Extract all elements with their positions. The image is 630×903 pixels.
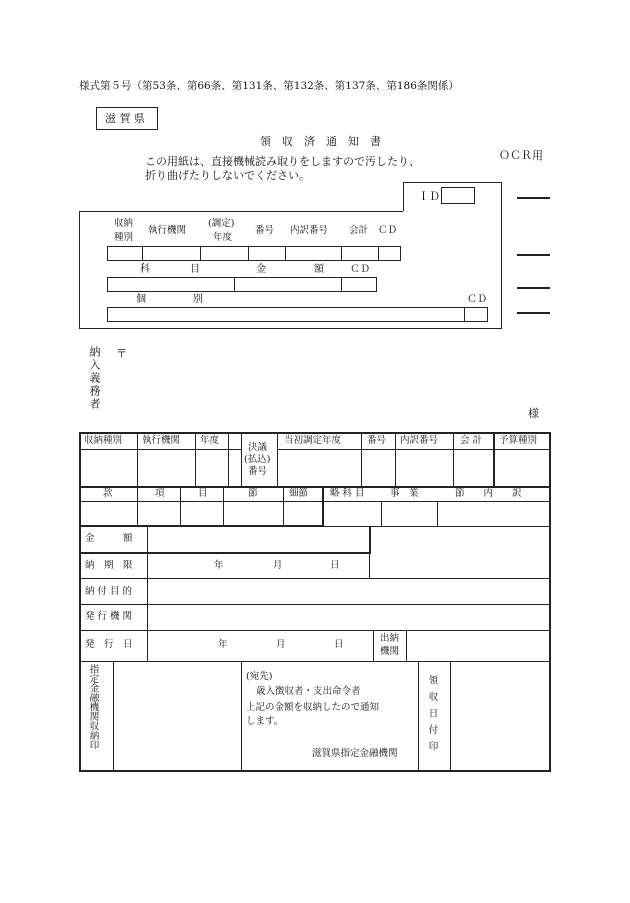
- ocr-label-shikko: 執行機関: [148, 225, 187, 236]
- th-kessai-2: (払込): [244, 454, 271, 465]
- id-input[interactable]: [441, 187, 475, 204]
- atesaki: (宛先): [246, 671, 273, 682]
- ocr-label-shunou: 収納: [114, 218, 134, 229]
- th-shunou: 収納種別: [84, 435, 123, 446]
- payer-label: 納入義務者: [88, 346, 101, 411]
- hakko-nen: 年: [218, 639, 228, 650]
- notice-msg-2: します。: [246, 716, 284, 727]
- suito-2: 機関: [380, 646, 400, 657]
- ocr-label-kin: 金: [256, 264, 266, 275]
- hakko-hi: 日: [334, 639, 344, 650]
- th-uchiwake: 内訳番号: [400, 435, 439, 446]
- label-nouki: 納 期 限: [85, 560, 133, 571]
- th-kessai-3: 番号: [248, 466, 268, 477]
- notice-line-1: この用紙は、直接機械読み取りをしますので汚したり、: [145, 155, 420, 168]
- ocr-label: ＯＣＲ用: [499, 149, 543, 162]
- shitei-in-label: 指定金融機関収納印: [87, 664, 99, 750]
- id-label: ＩＤ: [418, 190, 440, 203]
- nouki-tsuki: 月: [273, 560, 283, 571]
- form-number: 様式第５号（第53条、第66条、第131条、第132条、第137条、第186条関係）: [79, 80, 459, 92]
- label-mokuteki: 納 付 目 的: [85, 586, 133, 597]
- ocr-label-moku: 目: [190, 264, 200, 275]
- ocr-label-cd-3: ＣＤ: [467, 294, 487, 305]
- addressee: 歳入徴収者・支出命令者: [256, 686, 361, 697]
- notice-line-2: 折り曲げたりしないでください。: [145, 169, 310, 182]
- th-ko: 項: [155, 488, 165, 499]
- ocr-label-chotei: (調定): [208, 218, 235, 229]
- th-kaikei: 会 計: [460, 435, 483, 446]
- label-hakkobi: 発 行 日: [85, 639, 133, 650]
- ocr-mark: [517, 312, 550, 314]
- nouki-nen: 年: [214, 560, 224, 571]
- postal-mark: 〒: [116, 347, 127, 360]
- ocr-mark: [517, 254, 550, 256]
- ocr-label-bango: 番号: [255, 225, 275, 236]
- prefecture-name: 滋 賀 県: [105, 112, 145, 125]
- th-moku: 目: [198, 488, 208, 499]
- document-title: 領 収 済 通 知 書: [260, 135, 381, 148]
- ocr-label-cd-2: ＣＤ: [350, 264, 370, 275]
- th-tosho: 当初調定年度: [284, 435, 342, 446]
- th-ryakka: 略 科 目: [330, 488, 365, 499]
- th-yosan: 予算種別: [499, 435, 538, 446]
- nouki-hi: 日: [330, 560, 340, 571]
- bank-name: 滋賀県指定金融機関: [312, 748, 398, 759]
- ocr-label-betsu: 別: [193, 294, 203, 305]
- ocr-label-ka: 科: [140, 264, 150, 275]
- ocr-label-kaikei: 会計: [349, 225, 369, 236]
- th-bango: 番号: [367, 435, 387, 446]
- ocr-label-ko: 個: [136, 294, 146, 305]
- ocr-label-cd-1: ＣＤ: [378, 225, 398, 236]
- ocr-mark: [517, 287, 550, 289]
- label-hakko-kikan: 発 行 機 関: [85, 611, 133, 622]
- ocr-label-gaku: 額: [314, 264, 324, 275]
- th-saisetsu: 細節: [289, 488, 309, 499]
- ocr-label-uchiwake: 内訳番号: [290, 225, 329, 236]
- th-nendo: 年度: [200, 435, 220, 446]
- ryoshu-label: 領収日付印: [426, 675, 438, 758]
- th-kan: 款: [103, 488, 113, 499]
- th-kessai-1: 決議: [248, 442, 268, 453]
- prefecture-box: [96, 107, 158, 130]
- th-setsunai: 節 内 訳: [455, 488, 522, 499]
- label-kingaku: 金 額: [85, 533, 133, 544]
- ocr-mark: [517, 197, 550, 199]
- hakko-tsuki: 月: [276, 639, 286, 650]
- th-jigyo: 事 業: [390, 488, 419, 499]
- suito-1: 出納: [380, 633, 400, 644]
- ocr-label-shunou-2: 種別: [114, 232, 134, 243]
- notice-msg-1: 上記の金額を収納したので通知: [246, 702, 380, 713]
- ocr-label-chotei-2: 年度: [213, 232, 233, 243]
- th-setsu: 節: [248, 488, 258, 499]
- sama-label: 様: [528, 407, 539, 420]
- th-shikko: 執行機関: [142, 435, 181, 446]
